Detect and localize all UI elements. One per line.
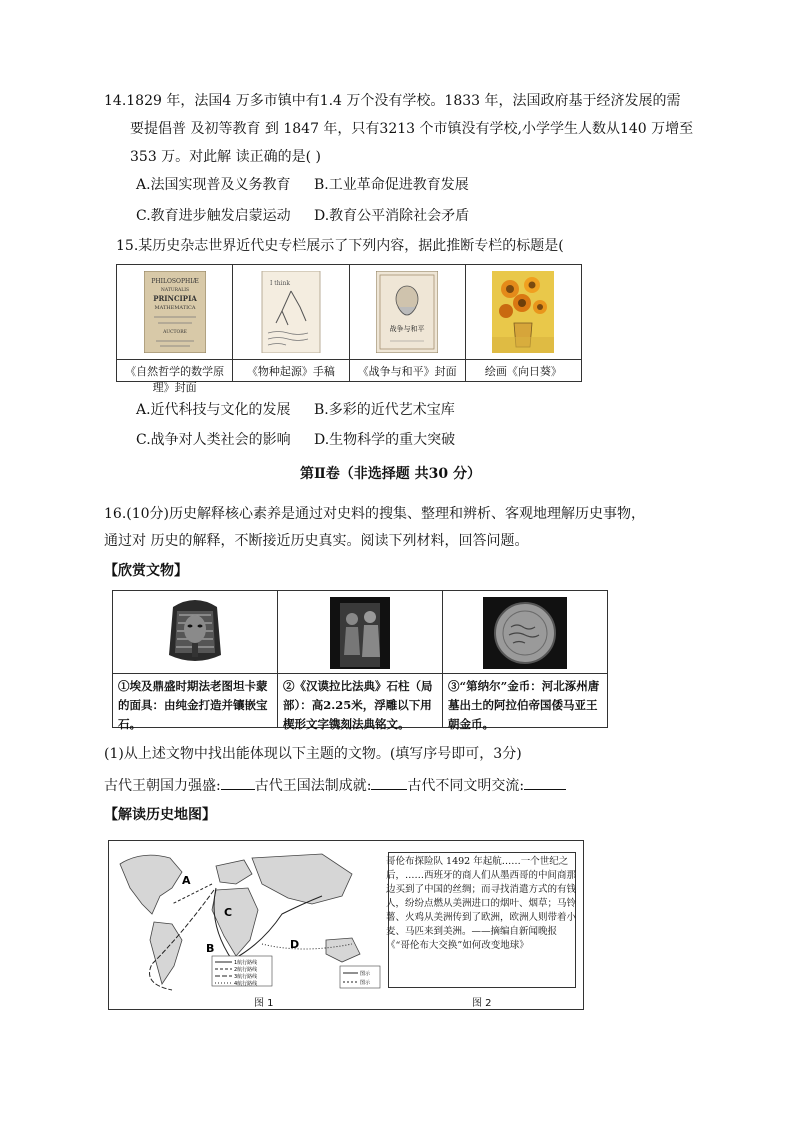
svg-text:图示: 图示 — [360, 980, 371, 986]
artifact-cell-2 — [278, 591, 443, 731]
q15-cell-principia — [117, 265, 233, 394]
svg-text:4航行路线: 4航行路线 — [234, 981, 258, 987]
q15-image-strip — [116, 264, 582, 394]
q15-caption-4: 绘画《向日葵》 — [466, 359, 581, 379]
figure-2-label: 图 2 — [472, 998, 492, 1009]
svg-text:PRINCIPIA: PRINCIPIA — [152, 294, 197, 303]
section-2-title: 第Ⅱ卷（非选择题 共30 分） — [300, 466, 482, 482]
q15-caption-3: 《战争与和平》封面 — [350, 359, 465, 379]
q15-caption-1: 《自然哲学的数学原理》封面 — [117, 359, 232, 379]
q14-stem-line-2: 要提倡普 及初等教育 到 1847 年，只有3213 个市镇没有学校,小学学生人数从140 万增至 — [130, 121, 694, 137]
artifact-caption-3: ③“第纳尔”金币：河北涿州唐墓出土的阿拉伯帝国倭马亚王朝金币。 — [443, 673, 607, 727]
svg-text:AUCTORE: AUCTORE — [162, 330, 187, 335]
q15-option-d: D.生物科学的重大突破 — [314, 432, 456, 448]
fill-label-2: 古代王国法制成就: — [254, 778, 372, 794]
voyage-route-map — [112, 844, 384, 992]
svg-text:战争与和平: 战争与和平 — [389, 325, 425, 333]
figure-1-label: 图 1 — [254, 998, 274, 1009]
q16-stem-line-1: 16.(10分)历史解释核心素养是通过对史料的搜集、整理和辨析、客观地理解历史事物， — [104, 506, 646, 522]
q15-option-c: C.战争对人类社会的影响 — [136, 432, 291, 448]
artifact-cell-1 — [113, 591, 278, 731]
artifact-caption-2: ②《汉谟拉比法典》石柱（局部）：高2.25米，浮雕以下用楔形文字镌刻法典铭文。 — [278, 673, 442, 727]
q15-cell-sunflowers — [466, 265, 581, 381]
hammurabi-stele-image — [330, 597, 390, 669]
q15-stem: 15.某历史杂志世界近代史专栏展示了下列内容，据此推断专栏的标题是( — [116, 238, 564, 254]
q16-sub-question-1: (1)从上述文物中找出能体现以下主题的文物。(填写序号即可，3分) — [104, 746, 522, 762]
fill-label-3: 古代不同文明交流: — [407, 778, 525, 794]
map-quote-text: 哥伦布探险队 1492 年起航……一个世纪之后，……西班牙的商人们从墨西哥的中间商那边买到了中国的丝绸；而寻找消遣方式的有钱人，纷纷点燃从美洲进口的烟叶、烟草；马铃薯、火鸡从美洲传到了欧洲，欧洲人则带着小麦、马匹来到美洲。——摘编自新闻晚报《“哥伦布大交换”如何改变地球》 — [386, 856, 577, 951]
svg-text:2航行路线: 2航行路线 — [234, 967, 258, 973]
answer-blank-1[interactable] — [221, 775, 255, 790]
tutankhamun-mask-image — [165, 597, 225, 669]
svg-text:MATHEMATICA: MATHEMATICA — [154, 305, 196, 311]
q14-option-c: C.教育进步触发启蒙运动 — [136, 208, 291, 224]
q14-option-a: A.法国实现普及义务教育 — [136, 177, 291, 193]
origin-manuscript-image — [260, 271, 322, 353]
principia-cover-image — [144, 271, 206, 353]
q15-caption-2: 《物种起源》手稿 — [233, 359, 348, 379]
q16-fill-line — [104, 775, 566, 796]
svg-text:B: B — [206, 942, 215, 955]
svg-text:1航行路线: 1航行路线 — [234, 960, 258, 966]
q16-heading-artifacts: 【欣赏文物】 — [104, 563, 188, 579]
q15-cell-war-peace — [350, 265, 466, 381]
q14-option-b: B.工业革命促进教育发展 — [314, 177, 469, 193]
svg-text:C: C — [224, 906, 233, 919]
svg-text:PHILOSOPHIÆ: PHILOSOPHIÆ — [151, 278, 199, 285]
q16-heading-map: 【解读历史地图】 — [104, 807, 216, 823]
artifact-cell-3 — [443, 591, 607, 731]
svg-text:D: D — [290, 938, 300, 951]
q15-cell-origin — [233, 265, 349, 381]
svg-text:3航行路线: 3航行路线 — [234, 974, 258, 980]
q15-option-a: A.近代科技与文化的发展 — [136, 402, 291, 418]
artifact-caption-1: ①埃及鼎盛时期法老图坦卡蒙的面具：由纯金打造并镶嵌宝石。 — [113, 673, 277, 727]
dinar-coin-image — [483, 597, 567, 669]
svg-text:图示: 图示 — [360, 971, 371, 977]
answer-blank-3[interactable] — [524, 775, 566, 790]
sunflowers-painting-image — [492, 271, 554, 353]
fill-label-1: 古代王朝国力强盛: — [104, 778, 221, 794]
q14-stem-line-1: 14.1829 年，法国4 万多市镇中有1.4 万个没有学校。1833 年，法国政府基于经济发展的需 — [104, 93, 681, 109]
answer-blank-2[interactable] — [371, 775, 407, 790]
q16-stem-line-2: 通过对 历史的解释，不断接近历史真实。阅读下列材料，回答问题。 — [104, 533, 529, 549]
q16-artifacts-table — [112, 590, 608, 731]
war-and-peace-cover-image — [376, 271, 438, 353]
q15-option-b: B.多彩的近代艺术宝库 — [314, 402, 455, 418]
svg-text:A: A — [182, 874, 191, 887]
q14-option-d: D.教育公平消除社会矛盾 — [314, 208, 470, 224]
svg-text:NATURALIS: NATURALIS — [160, 288, 189, 293]
q14-stem-line-3: 353 万。对此解 读正确的是( ) — [130, 149, 321, 165]
svg-text:I think: I think — [269, 280, 290, 287]
